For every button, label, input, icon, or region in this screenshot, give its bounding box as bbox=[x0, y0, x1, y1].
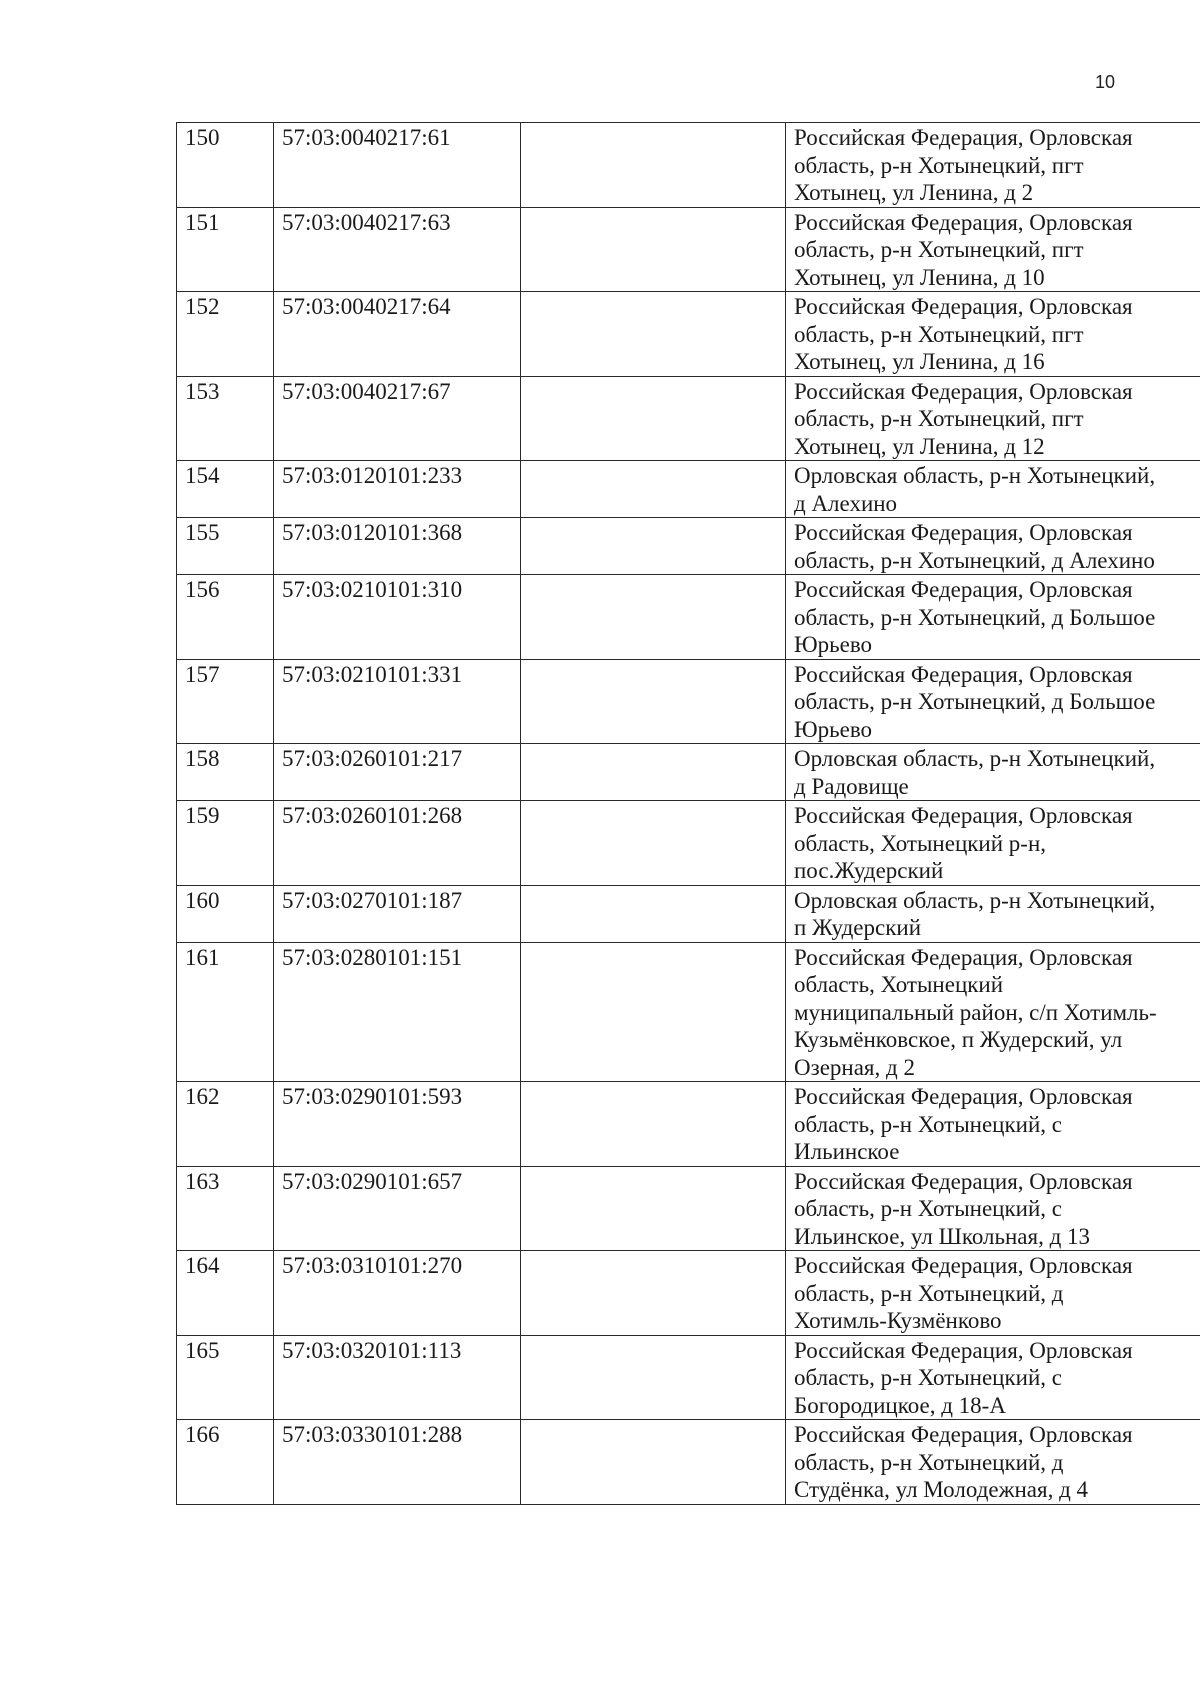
address-line: Российская Федерация, Орловская bbox=[794, 803, 1133, 828]
table-row bbox=[177, 123, 1200, 208]
table-row bbox=[177, 292, 1200, 377]
address-cell bbox=[786, 801, 1200, 886]
table-row bbox=[177, 461, 1200, 518]
empty-cell bbox=[521, 885, 786, 942]
address-line: Хотынец, ул Ленина, д 2 bbox=[794, 180, 1034, 205]
table-row bbox=[177, 744, 1200, 801]
empty-cell bbox=[521, 518, 786, 575]
address-cell bbox=[786, 1082, 1200, 1167]
table-row bbox=[177, 207, 1200, 292]
address-cell bbox=[786, 575, 1200, 660]
table-row bbox=[177, 659, 1200, 744]
address-line: Российская Федерация, Орловская bbox=[794, 1253, 1133, 1278]
cadastral-number-cell: 57:03:0280101:151 bbox=[274, 942, 521, 1082]
row-number-cell: 158 bbox=[177, 744, 274, 801]
row-number-cell: 162 bbox=[177, 1082, 274, 1167]
address-cell bbox=[786, 376, 1200, 461]
table-row bbox=[177, 1166, 1200, 1251]
address-line: Кузьмёнковское, п Жудерский, ул bbox=[794, 1027, 1123, 1052]
cadastral-number-cell: 57:03:0290101:657 bbox=[274, 1166, 521, 1251]
address-cell bbox=[786, 518, 1200, 575]
row-number-cell: 156 bbox=[177, 575, 274, 660]
address-line: Орловская область, р-н Хотынецкий, bbox=[794, 746, 1156, 771]
empty-cell bbox=[521, 1082, 786, 1167]
table-row bbox=[177, 575, 1200, 660]
address-cell bbox=[786, 885, 1200, 942]
address-line: область, р-н Хотынецкий, с bbox=[794, 1111, 1062, 1137]
address-cell bbox=[786, 207, 1200, 292]
table-row bbox=[177, 1420, 1200, 1505]
cadastral-number-cell: 57:03:0040217:64 bbox=[274, 292, 521, 377]
cadastral-number-cell: 57:03:0330101:288 bbox=[274, 1420, 521, 1505]
address-line: Российская Федерация, Орловская bbox=[794, 944, 1133, 970]
row-number-cell: 166 bbox=[177, 1420, 274, 1505]
empty-cell bbox=[521, 744, 786, 801]
table-row bbox=[177, 885, 1200, 942]
address-line: область, Хотынецкий bbox=[794, 972, 1004, 997]
address-line: Российская Федерация, Орловская bbox=[794, 209, 1133, 235]
address-line: Студёнка, ул Молодежная, д 4 bbox=[794, 1477, 1089, 1502]
cadastral-number-cell: 57:03:0040217:63 bbox=[274, 207, 521, 292]
address-line: Озерная, д 2 bbox=[794, 1054, 915, 1080]
row-number-cell: 159 bbox=[177, 801, 274, 886]
address-line: Хотынец, ул Ленина, д 16 bbox=[794, 349, 1045, 374]
row-number-cell: 164 bbox=[177, 1251, 274, 1336]
table-row bbox=[177, 1335, 1200, 1420]
address-line: область, р-н Хотынецкий, д Большое bbox=[794, 689, 1156, 714]
address-line: Хотынец, ул Ленина, д 12 bbox=[794, 433, 1045, 459]
address-line: Российская Федерация, Орловская bbox=[794, 294, 1133, 319]
cadastral-number-cell: 57:03:0270101:187 bbox=[274, 885, 521, 942]
address-line: область, р-н Хотынецкий, с bbox=[794, 1196, 1062, 1221]
address-line: Российская Федерация, Орловская bbox=[794, 1422, 1133, 1447]
address-line: область, р-н Хотынецкий, с bbox=[794, 1365, 1062, 1390]
registry-table bbox=[176, 122, 1200, 1505]
address-line: область, р-н Хотынецкий, д bbox=[794, 1280, 1064, 1306]
row-number-cell: 160 bbox=[177, 885, 274, 942]
empty-cell bbox=[521, 1335, 786, 1420]
address-line: д Радовище bbox=[794, 773, 909, 799]
address-cell bbox=[786, 461, 1200, 518]
address-cell bbox=[786, 1166, 1200, 1251]
address-line: д Алехино bbox=[794, 490, 898, 516]
address-line: Орловская область, р-н Хотынецкий, bbox=[794, 887, 1156, 913]
address-cell bbox=[786, 292, 1200, 377]
cadastral-number-cell: 57:03:0310101:270 bbox=[274, 1251, 521, 1336]
address-line: Орловская область, р-н Хотынецкий, bbox=[794, 463, 1156, 488]
empty-cell bbox=[521, 207, 786, 292]
empty-cell bbox=[521, 942, 786, 1082]
address-line: область, р-н Хотынецкий, пгт bbox=[794, 152, 1084, 178]
table-row bbox=[177, 1082, 1200, 1167]
address-line: область, р-н Хотынецкий, д Алехино bbox=[794, 547, 1155, 573]
cadastral-number-cell: 57:03:0320101:113 bbox=[274, 1335, 521, 1420]
address-line: п Жудерский bbox=[794, 915, 922, 940]
address-line: Российская Федерация, Орловская bbox=[794, 577, 1133, 602]
address-line: пос.Жудерский bbox=[794, 858, 944, 883]
empty-cell bbox=[521, 659, 786, 744]
row-number-cell: 155 bbox=[177, 518, 274, 575]
cadastral-number-cell: 57:03:0040217:61 bbox=[274, 123, 521, 208]
address-line: Российская Федерация, Орловская bbox=[794, 378, 1133, 404]
row-number-cell: 161 bbox=[177, 942, 274, 1082]
address-line: область, Хотынецкий р-н, bbox=[794, 830, 1047, 856]
address-line: область, р-н Хотынецкий, д Большое bbox=[794, 604, 1156, 630]
empty-cell bbox=[521, 376, 786, 461]
table-row bbox=[177, 942, 1200, 1082]
table-row bbox=[177, 1251, 1200, 1336]
address-line: Ильинское, ул Школьная, д 13 bbox=[794, 1223, 1091, 1249]
cadastral-number-cell: 57:03:0040217:67 bbox=[274, 376, 521, 461]
row-number-cell: 154 bbox=[177, 461, 274, 518]
address-cell bbox=[786, 1335, 1200, 1420]
empty-cell bbox=[521, 461, 786, 518]
address-line: Юрьево bbox=[794, 716, 873, 742]
empty-cell bbox=[521, 575, 786, 660]
address-line: Ильинское bbox=[794, 1139, 900, 1164]
address-cell bbox=[786, 1420, 1200, 1505]
cadastral-number-cell: 57:03:0210101:310 bbox=[274, 575, 521, 660]
cadastral-number-cell: 57:03:0260101:268 bbox=[274, 801, 521, 886]
address-line: Российская Федерация, Орловская bbox=[794, 1337, 1133, 1363]
row-number-cell: 151 bbox=[177, 207, 274, 292]
address-cell bbox=[786, 1251, 1200, 1336]
address-line: муниципальный район, с/п Хотимль- bbox=[794, 999, 1157, 1025]
cadastral-number-cell: 57:03:0120101:368 bbox=[274, 518, 521, 575]
table-row bbox=[177, 801, 1200, 886]
cadastral-number-cell: 57:03:0260101:217 bbox=[274, 744, 521, 801]
page-number: 10 bbox=[1095, 72, 1116, 92]
address-cell bbox=[786, 659, 1200, 744]
row-number-cell: 152 bbox=[177, 292, 274, 377]
empty-cell bbox=[521, 1166, 786, 1251]
row-number-cell: 165 bbox=[177, 1335, 274, 1420]
address-cell bbox=[786, 942, 1200, 1082]
address-line: Юрьево bbox=[794, 632, 873, 657]
address-line: Российская Федерация, Орловская bbox=[794, 520, 1133, 545]
empty-cell bbox=[521, 123, 786, 208]
address-line: Богородицкое, д 18-А bbox=[794, 1392, 1006, 1418]
address-line: область, р-н Хотынецкий, пгт bbox=[794, 237, 1084, 262]
address-line: область, р-н Хотынецкий, пгт bbox=[794, 406, 1084, 431]
row-number-cell: 157 bbox=[177, 659, 274, 744]
table-row bbox=[177, 518, 1200, 575]
address-cell bbox=[786, 744, 1200, 801]
address-cell bbox=[786, 123, 1200, 208]
address-line: область, р-н Хотынецкий, д bbox=[794, 1449, 1064, 1475]
address-line: Хотимль-Кузмёнково bbox=[794, 1308, 1002, 1333]
row-number-cell: 150 bbox=[177, 123, 274, 208]
cadastral-number-cell: 57:03:0120101:233 bbox=[274, 461, 521, 518]
cadastral-number-cell: 57:03:0210101:331 bbox=[274, 659, 521, 744]
address-line: Российская Федерация, Орловская bbox=[794, 661, 1133, 687]
empty-cell bbox=[521, 801, 786, 886]
cadastral-number-cell: 57:03:0290101:593 bbox=[274, 1082, 521, 1167]
table-row bbox=[177, 376, 1200, 461]
address-line: область, р-н Хотынецкий, пгт bbox=[794, 321, 1084, 347]
address-line: Хотынец, ул Ленина, д 10 bbox=[794, 264, 1045, 290]
empty-cell bbox=[521, 292, 786, 377]
row-number-cell: 153 bbox=[177, 376, 274, 461]
registry-table-body bbox=[177, 123, 1200, 1505]
address-line: Российская Федерация, Орловская bbox=[794, 1084, 1133, 1109]
address-line: Российская Федерация, Орловская bbox=[794, 1168, 1133, 1194]
address-line: Российская Федерация, Орловская bbox=[794, 125, 1133, 150]
empty-cell bbox=[521, 1420, 786, 1505]
row-number-cell: 163 bbox=[177, 1166, 274, 1251]
empty-cell bbox=[521, 1251, 786, 1336]
